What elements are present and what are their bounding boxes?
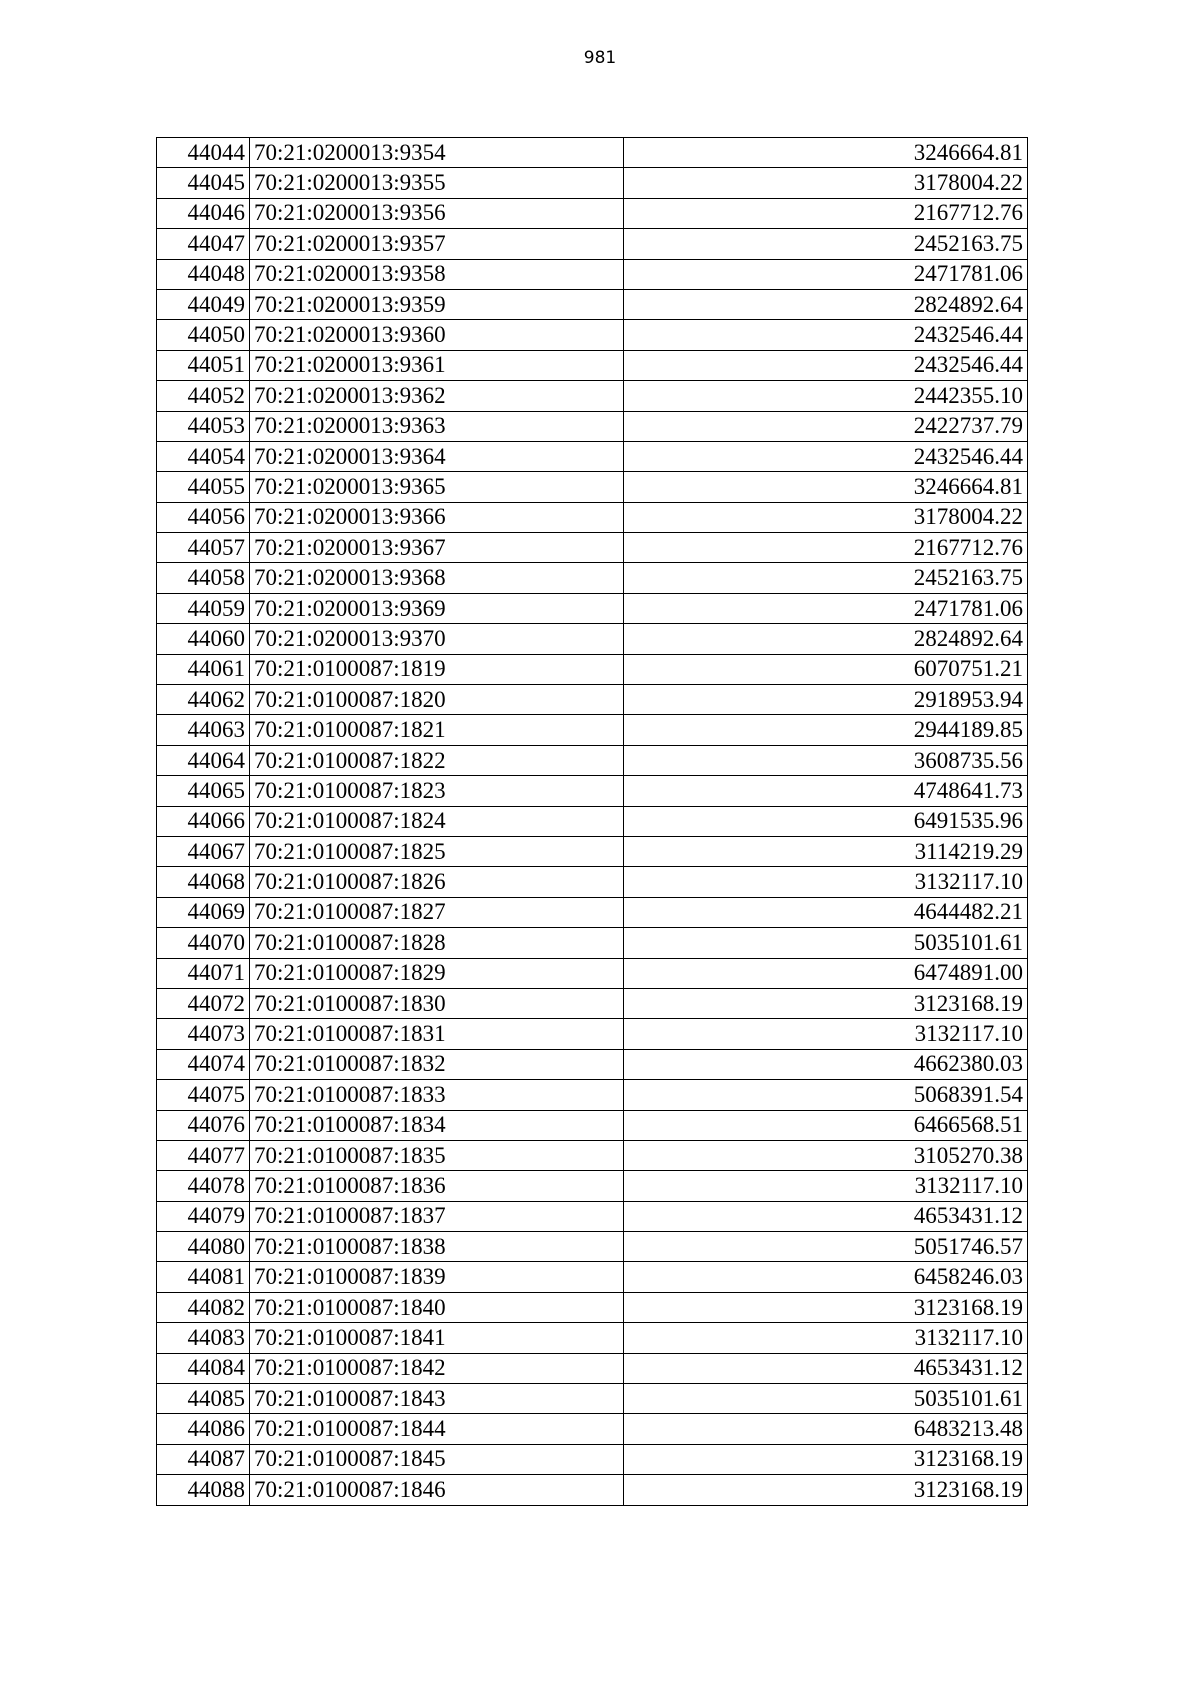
row-number-cell: 44087: [157, 1444, 250, 1474]
table-body: [157, 138, 1028, 1506]
table-row: [157, 1201, 1028, 1231]
row-number-cell: 44050: [157, 320, 250, 350]
table-row: [157, 1384, 1028, 1414]
cadastral-number-cell: 70:21:0200013:9355: [250, 168, 624, 198]
table-row: [157, 441, 1028, 471]
cadastral-value-cell: 2471781.06: [624, 259, 1028, 289]
table-row: [157, 320, 1028, 350]
row-number-cell: 44053: [157, 411, 250, 441]
row-number-cell: 44047: [157, 229, 250, 259]
row-number-cell: 44069: [157, 897, 250, 927]
table-row: [157, 411, 1028, 441]
cadastral-number-cell: 70:21:0100087:1846: [250, 1475, 624, 1505]
cadastral-value-cell: 3123168.19: [624, 1444, 1028, 1474]
row-number-cell: 44073: [157, 1019, 250, 1049]
cadastral-number-cell: 70:21:0200013:9361: [250, 350, 624, 380]
table-row: [157, 1171, 1028, 1201]
table-row: [157, 988, 1028, 1018]
cadastral-number-cell: 70:21:0100087:1836: [250, 1171, 624, 1201]
cadastral-number-cell: 70:21:0100087:1841: [250, 1323, 624, 1353]
cadastral-value-cell: 4662380.03: [624, 1049, 1028, 1079]
cadastral-number-cell: 70:21:0100087:1843: [250, 1384, 624, 1414]
cadastral-number-cell: 70:21:0100087:1835: [250, 1140, 624, 1170]
row-number-cell: 44081: [157, 1262, 250, 1292]
cadastral-number-cell: 70:21:0200013:9369: [250, 593, 624, 623]
cadastral-number-cell: 70:21:0200013:9365: [250, 472, 624, 502]
table-row: [157, 928, 1028, 958]
table-row: [157, 1353, 1028, 1383]
table-row: [157, 1323, 1028, 1353]
cadastral-value-cell: 4653431.12: [624, 1353, 1028, 1383]
cadastral-value-cell: 2432546.44: [624, 350, 1028, 380]
cadastral-value-cell: 2918953.94: [624, 685, 1028, 715]
cadastral-value-cell: 2167712.76: [624, 533, 1028, 563]
cadastral-value-cell: 5035101.61: [624, 1384, 1028, 1414]
cadastral-value-cell: 4653431.12: [624, 1201, 1028, 1231]
cadastral-value-cell: 5035101.61: [624, 928, 1028, 958]
cadastral-number-cell: 70:21:0100087:1827: [250, 897, 624, 927]
table-row: [157, 502, 1028, 532]
row-number-cell: 44082: [157, 1292, 250, 1322]
cadastral-number-cell: 70:21:0100087:1829: [250, 958, 624, 988]
row-number-cell: 44059: [157, 593, 250, 623]
cadastral-value-cell: 3114219.29: [624, 836, 1028, 866]
cadastral-value-cell: 6466568.51: [624, 1110, 1028, 1140]
table-row: [157, 1140, 1028, 1170]
page-number: 981: [583, 48, 617, 68]
cadastral-value-cell: 3132117.10: [624, 867, 1028, 897]
row-number-cell: 44049: [157, 289, 250, 319]
cadastral-number-cell: 70:21:0100087:1845: [250, 1444, 624, 1474]
cadastral-number-cell: 70:21:0100087:1833: [250, 1080, 624, 1110]
row-number-cell: 44077: [157, 1140, 250, 1170]
cadastral-number-cell: 70:21:0200013:9364: [250, 441, 624, 471]
cadastral-value-cell: 6458246.03: [624, 1262, 1028, 1292]
table-row: [157, 958, 1028, 988]
table-row: [157, 654, 1028, 684]
row-number-cell: 44056: [157, 502, 250, 532]
table-row: [157, 381, 1028, 411]
row-number-cell: 44079: [157, 1201, 250, 1231]
table-row: [157, 1232, 1028, 1262]
cadastral-number-cell: 70:21:0100087:1844: [250, 1414, 624, 1444]
table-row: [157, 533, 1028, 563]
cadastral-number-cell: 70:21:0100087:1822: [250, 745, 624, 775]
row-number-cell: 44072: [157, 988, 250, 1018]
table-row: [157, 897, 1028, 927]
cadastral-number-cell: 70:21:0100087:1834: [250, 1110, 624, 1140]
row-number-cell: 44045: [157, 168, 250, 198]
row-number-cell: 44057: [157, 533, 250, 563]
row-number-cell: 44046: [157, 198, 250, 228]
cadastral-value-cell: 2442355.10: [624, 381, 1028, 411]
row-number-cell: 44067: [157, 836, 250, 866]
cadastral-number-cell: 70:21:0100087:1831: [250, 1019, 624, 1049]
cadastral-number-cell: 70:21:0200013:9360: [250, 320, 624, 350]
table-row: [157, 350, 1028, 380]
cadastral-number-cell: 70:21:0100087:1828: [250, 928, 624, 958]
table-row: [157, 563, 1028, 593]
table-row: [157, 1019, 1028, 1049]
cadastral-value-cell: 2944189.85: [624, 715, 1028, 745]
cadastral-value-cell: 6491535.96: [624, 806, 1028, 836]
cadastral-value-cell: 2471781.06: [624, 593, 1028, 623]
row-number-cell: 44060: [157, 624, 250, 654]
cadastral-value-cell: 6474891.00: [624, 958, 1028, 988]
cadastral-number-cell: 70:21:0100087:1821: [250, 715, 624, 745]
row-number-cell: 44066: [157, 806, 250, 836]
cadastral-value-cell: 2432546.44: [624, 320, 1028, 350]
cadastral-number-cell: 70:21:0100087:1832: [250, 1049, 624, 1079]
table-row: [157, 1110, 1028, 1140]
row-number-cell: 44044: [157, 138, 250, 168]
row-number-cell: 44078: [157, 1171, 250, 1201]
cadastral-number-cell: 70:21:0200013:9357: [250, 229, 624, 259]
cadastral-value-table: [156, 137, 1028, 1506]
cadastral-number-cell: 70:21:0100087:1825: [250, 836, 624, 866]
cadastral-value-cell: 5068391.54: [624, 1080, 1028, 1110]
table-row: [157, 685, 1028, 715]
row-number-cell: 44074: [157, 1049, 250, 1079]
cadastral-value-cell: 2422737.79: [624, 411, 1028, 441]
row-number-cell: 44061: [157, 654, 250, 684]
cadastral-number-cell: 70:21:0100087:1837: [250, 1201, 624, 1231]
table-row: [157, 198, 1028, 228]
cadastral-value-cell: 4644482.21: [624, 897, 1028, 927]
row-number-cell: 44086: [157, 1414, 250, 1444]
row-number-cell: 44064: [157, 745, 250, 775]
cadastral-number-cell: 70:21:0100087:1839: [250, 1262, 624, 1292]
row-number-cell: 44075: [157, 1080, 250, 1110]
cadastral-value-cell: 3178004.22: [624, 502, 1028, 532]
row-number-cell: 44055: [157, 472, 250, 502]
row-number-cell: 44083: [157, 1323, 250, 1353]
cadastral-number-cell: 70:21:0200013:9359: [250, 289, 624, 319]
row-number-cell: 44052: [157, 381, 250, 411]
cadastral-value-cell: 3132117.10: [624, 1171, 1028, 1201]
cadastral-value-cell: 2452163.75: [624, 563, 1028, 593]
row-number-cell: 44071: [157, 958, 250, 988]
cadastral-value-cell: 6483213.48: [624, 1414, 1028, 1444]
table-row: [157, 867, 1028, 897]
cadastral-number-cell: 70:21:0200013:9366: [250, 502, 624, 532]
cadastral-value-cell: 5051746.57: [624, 1232, 1028, 1262]
table-row: [157, 715, 1028, 745]
row-number-cell: 44085: [157, 1384, 250, 1414]
cadastral-value-cell: 3608735.56: [624, 745, 1028, 775]
table-row: [157, 1049, 1028, 1079]
row-number-cell: 44065: [157, 776, 250, 806]
cadastral-number-cell: 70:21:0100087:1842: [250, 1353, 624, 1383]
row-number-cell: 44076: [157, 1110, 250, 1140]
row-number-cell: 44080: [157, 1232, 250, 1262]
cadastral-number-cell: 70:21:0100087:1820: [250, 685, 624, 715]
table-row: [157, 1262, 1028, 1292]
cadastral-number-cell: 70:21:0200013:9368: [250, 563, 624, 593]
cadastral-number-cell: 70:21:0200013:9358: [250, 259, 624, 289]
row-number-cell: 44054: [157, 441, 250, 471]
cadastral-value-cell: 3132117.10: [624, 1019, 1028, 1049]
table-row: [157, 624, 1028, 654]
table-row: [157, 229, 1028, 259]
table-row: [157, 472, 1028, 502]
cadastral-value-cell: 3123168.19: [624, 1475, 1028, 1505]
table-row: [157, 138, 1028, 168]
cadastral-number-cell: 70:21:0100087:1823: [250, 776, 624, 806]
row-number-cell: 44062: [157, 685, 250, 715]
cadastral-value-cell: 4748641.73: [624, 776, 1028, 806]
table-row: [157, 1444, 1028, 1474]
cadastral-number-cell: 70:21:0200013:9370: [250, 624, 624, 654]
table-row: [157, 593, 1028, 623]
table-row: [157, 1414, 1028, 1444]
cadastral-value-cell: 2824892.64: [624, 624, 1028, 654]
cadastral-value-cell: 3246664.81: [624, 138, 1028, 168]
table-row: [157, 776, 1028, 806]
cadastral-value-cell: 2432546.44: [624, 441, 1028, 471]
cadastral-value-cell: 2824892.64: [624, 289, 1028, 319]
cadastral-number-cell: 70:21:0100087:1819: [250, 654, 624, 684]
row-number-cell: 44068: [157, 867, 250, 897]
cadastral-value-cell: 2452163.75: [624, 229, 1028, 259]
cadastral-number-cell: 70:21:0100087:1838: [250, 1232, 624, 1262]
row-number-cell: 44048: [157, 259, 250, 289]
cadastral-number-cell: 70:21:0100087:1824: [250, 806, 624, 836]
table-row: [157, 1475, 1028, 1505]
row-number-cell: 44063: [157, 715, 250, 745]
cadastral-number-cell: 70:21:0200013:9356: [250, 198, 624, 228]
table-row: [157, 168, 1028, 198]
cadastral-value-cell: 3105270.38: [624, 1140, 1028, 1170]
row-number-cell: 44051: [157, 350, 250, 380]
cadastral-number-cell: 70:21:0100087:1826: [250, 867, 624, 897]
cadastral-value-cell: 2167712.76: [624, 198, 1028, 228]
cadastral-value-cell: 3178004.22: [624, 168, 1028, 198]
row-number-cell: 44088: [157, 1475, 250, 1505]
cadastral-value-cell: 3123168.19: [624, 1292, 1028, 1322]
row-number-cell: 44084: [157, 1353, 250, 1383]
table-row: [157, 1292, 1028, 1322]
table-row: [157, 836, 1028, 866]
table-row: [157, 289, 1028, 319]
table-row: [157, 1080, 1028, 1110]
cadastral-number-cell: 70:21:0200013:9367: [250, 533, 624, 563]
table-row: [157, 806, 1028, 836]
cadastral-value-cell: 3123168.19: [624, 988, 1028, 1018]
table-row: [157, 745, 1028, 775]
cadastral-value-cell: 3132117.10: [624, 1323, 1028, 1353]
cadastral-number-cell: 70:21:0100087:1840: [250, 1292, 624, 1322]
cadastral-value-cell: 3246664.81: [624, 472, 1028, 502]
row-number-cell: 44058: [157, 563, 250, 593]
cadastral-number-cell: 70:21:0100087:1830: [250, 988, 624, 1018]
row-number-cell: 44070: [157, 928, 250, 958]
cadastral-number-cell: 70:21:0200013:9362: [250, 381, 624, 411]
cadastral-value-cell: 6070751.21: [624, 654, 1028, 684]
table-row: [157, 259, 1028, 289]
cadastral-number-cell: 70:21:0200013:9363: [250, 411, 624, 441]
cadastral-number-cell: 70:21:0200013:9354: [250, 138, 624, 168]
